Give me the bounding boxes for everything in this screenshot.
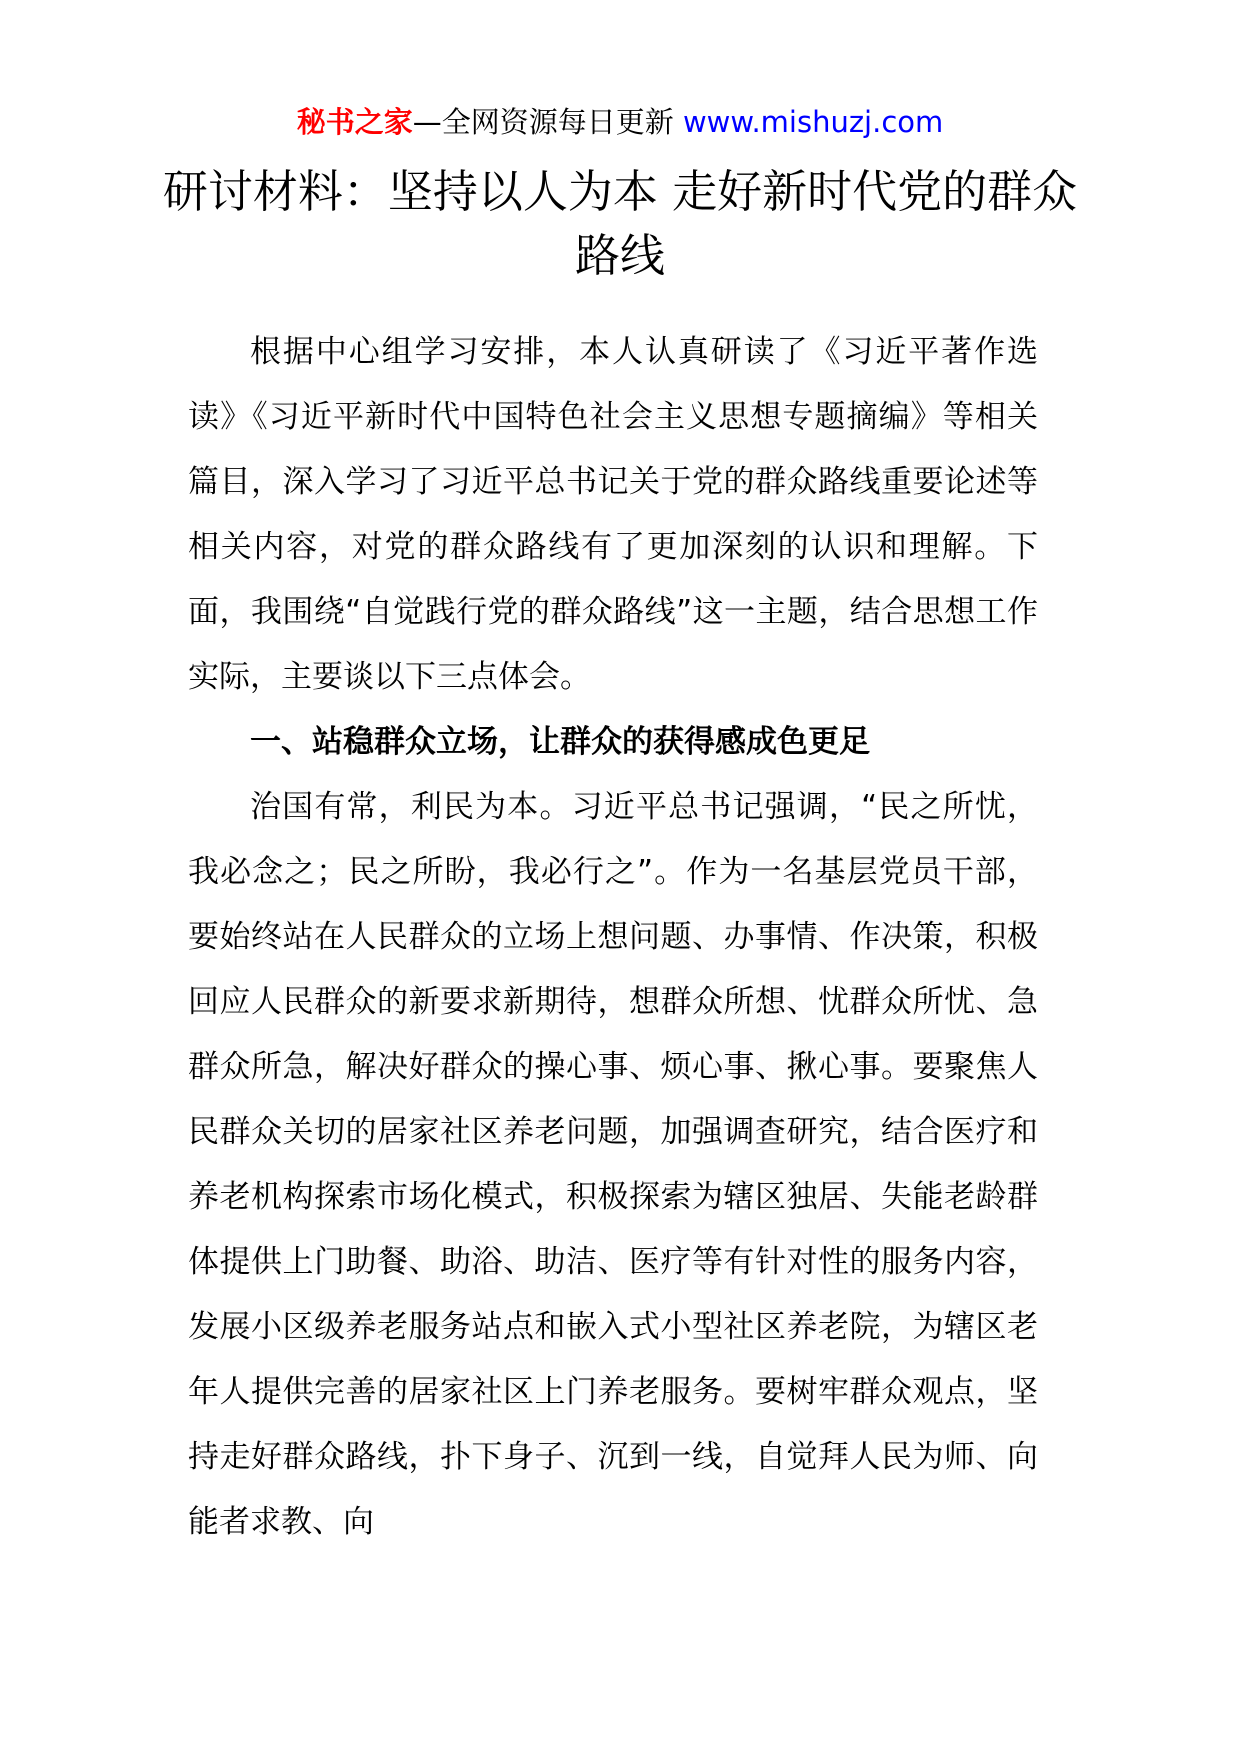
site-header [0,100,1240,144]
site-url[interactable]: www.mishuzj.com [682,105,944,139]
site-tagline: —全网资源每日更新 [412,105,674,139]
document-body [188,320,1038,1555]
section-heading-1: 一、站稳群众立场，让群众的获得感成色更足 [250,724,870,760]
site-brand: 秘书之家 [296,105,413,139]
intro-paragraph: 根据中心组学习安排，本人认真研读了《习近平著作选读》《习近平新时代中国特色社会主义思想专题摘编》等相关篇目，深入学习了习近平总书记关于党的群众路线重要论述等相关内容，对党的群众路线有了更加深刻的认识和理解。下面，我围绕“自觉践行党的群众路线”这一主题，结合思想工作实际，主要谈以下三点体会。 [188,334,1038,695]
document-title: 研讨材料：坚持以人为本 走好新时代党的群众路线 [162,165,1078,282]
section-1-paragraph: 治国有常，利民为本。习近平总书记强调，“民之所忧，我必念之；民之所盼，我必行之”。作为一名基层党员干部，要始终站在人民群众的立场上想问题、办事情、作决策，积极回应人民群众的新要求新期待，想群众所想、忧群众所忧、急群众所急，解决好群众的操心事、烦心事、揪心事。要聚焦人民群众关切的居家社区养老问题，加强调查研究，结合医疗和养老机构探索市场化模式，积极探索为辖区独居、失能老龄群体提供上门助餐、助浴、助洁、医疗等有针对性的服务内容，发展小区级养老服务站点和嵌入式小型社区养老院，为辖区老年人提供完善的居家社区上门养老服务。要树牢群众观点，坚持走好群众路线，扑下身子、沉到一线，自觉拜人民为师、向能者求教、向 [188,789,1038,1540]
